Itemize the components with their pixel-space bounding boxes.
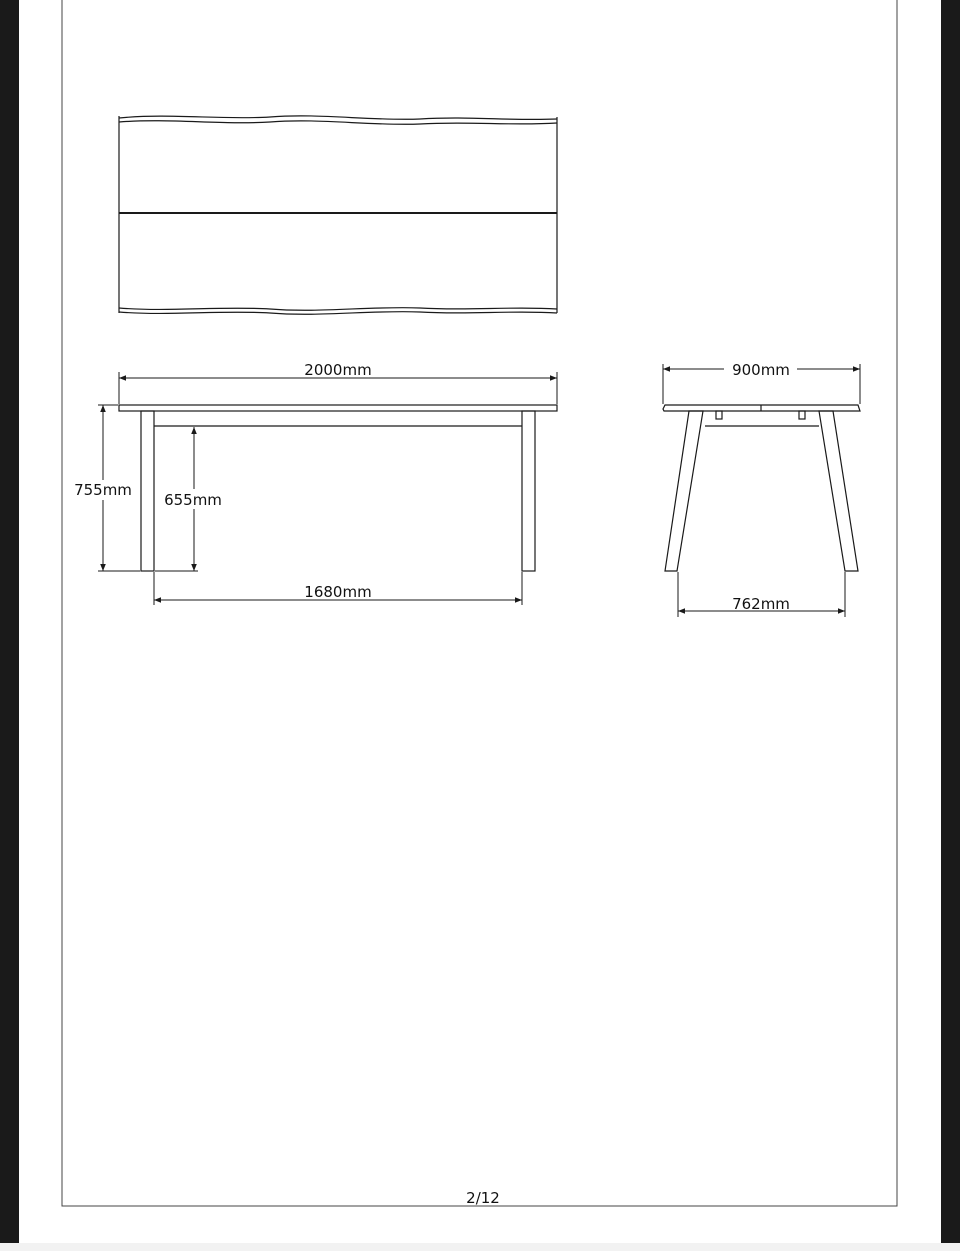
side-view-cleat-left xyxy=(716,411,722,419)
dim-label-overall-length: 2000mm xyxy=(304,361,372,379)
top-view-live-edge-top-inner xyxy=(119,121,557,125)
top-view-live-edge-top-outer xyxy=(119,116,557,120)
top-view-live-edge-bottom-outer xyxy=(119,308,557,311)
dim-label-leg-base-width: 762mm xyxy=(732,595,790,613)
side-view xyxy=(663,405,860,571)
front-view-left-leg xyxy=(141,411,154,571)
dim-label-overall-height: 755mm xyxy=(74,481,132,499)
dim-label-overall-width: 900mm xyxy=(732,361,790,379)
page-number: 2/12 xyxy=(466,1189,500,1207)
top-view-live-edge-bottom-inner xyxy=(119,312,557,315)
side-view-cleat-right xyxy=(799,411,805,419)
dim-label-leg-span: 1680mm xyxy=(304,583,372,601)
side-view-left-leg xyxy=(665,411,703,571)
top-view xyxy=(119,116,557,314)
front-view xyxy=(119,405,557,571)
front-view-right-leg xyxy=(522,411,535,571)
side-view-right-leg xyxy=(819,411,858,571)
dim-label-clearance-height: 655mm xyxy=(164,491,222,509)
front-view-tabletop xyxy=(119,405,557,411)
